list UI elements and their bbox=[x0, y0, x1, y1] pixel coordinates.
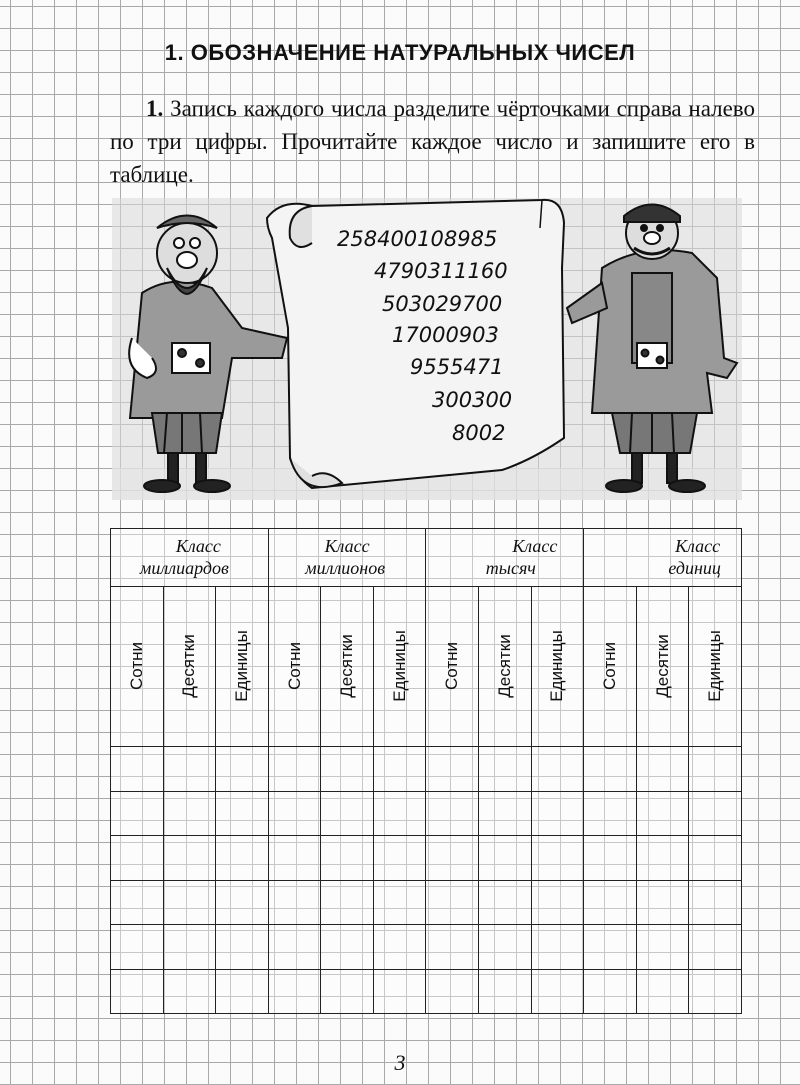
column-header: Единицы bbox=[373, 586, 426, 747]
table-cell[interactable] bbox=[689, 836, 742, 880]
table-cell[interactable] bbox=[636, 925, 689, 969]
column-header: Сотни bbox=[111, 586, 164, 747]
table-cell[interactable] bbox=[531, 747, 584, 791]
table-cell[interactable] bbox=[426, 925, 479, 969]
table-cell[interactable] bbox=[636, 791, 689, 835]
table-cell[interactable] bbox=[216, 747, 269, 791]
column-header: Единицы bbox=[689, 586, 742, 747]
table-cell[interactable] bbox=[321, 925, 374, 969]
table-cell[interactable] bbox=[531, 880, 584, 924]
table-cell[interactable] bbox=[321, 969, 374, 1013]
column-header: Десятки bbox=[636, 586, 689, 747]
table-cell[interactable] bbox=[636, 747, 689, 791]
table-cell[interactable] bbox=[426, 747, 479, 791]
page-number: 3 bbox=[394, 1050, 406, 1075]
class-millions-header: Класс миллионов bbox=[268, 529, 426, 587]
digits-table bbox=[110, 528, 742, 1014]
table-cell[interactable] bbox=[268, 791, 321, 835]
table-cell[interactable] bbox=[689, 969, 742, 1013]
task-number: 1. bbox=[146, 96, 164, 121]
table-cell[interactable] bbox=[163, 836, 216, 880]
table-cell[interactable] bbox=[426, 791, 479, 835]
scroll-number-6: 300300 bbox=[432, 388, 513, 412]
table-row bbox=[111, 747, 742, 791]
column-header: Сотни bbox=[584, 586, 637, 747]
table-cell[interactable] bbox=[531, 836, 584, 880]
table-cell[interactable] bbox=[216, 969, 269, 1013]
table-cell[interactable] bbox=[268, 747, 321, 791]
table-cell[interactable] bbox=[636, 836, 689, 880]
table-row bbox=[111, 969, 742, 1013]
class-thousands-header: Класс тысяч bbox=[426, 529, 584, 587]
scroll-number-4: 17000903 bbox=[392, 323, 499, 347]
column-header: Десятки bbox=[321, 586, 374, 747]
table-cell[interactable] bbox=[531, 925, 584, 969]
table-cell[interactable] bbox=[321, 836, 374, 880]
table-cell[interactable] bbox=[584, 836, 637, 880]
table-cell[interactable] bbox=[163, 969, 216, 1013]
scroll-number-5: 9555471 bbox=[410, 355, 504, 379]
table-cell[interactable] bbox=[373, 969, 426, 1013]
table-cell[interactable] bbox=[531, 969, 584, 1013]
table-cell[interactable] bbox=[163, 880, 216, 924]
class-units-header: Класс единиц bbox=[584, 529, 742, 587]
table-cell[interactable] bbox=[689, 747, 742, 791]
table-cell[interactable] bbox=[163, 925, 216, 969]
table-cell[interactable] bbox=[531, 791, 584, 835]
table-cell[interactable] bbox=[111, 925, 164, 969]
table-cell[interactable] bbox=[689, 925, 742, 969]
table-cell[interactable] bbox=[321, 880, 374, 924]
task-text bbox=[110, 92, 755, 191]
table-cell[interactable] bbox=[111, 836, 164, 880]
table-cell[interactable] bbox=[426, 880, 479, 924]
table-cell[interactable] bbox=[373, 880, 426, 924]
table-cell[interactable] bbox=[216, 925, 269, 969]
table-cell[interactable] bbox=[163, 747, 216, 791]
task-body: Запись каждого числа разделите чёрточками справа налево по три цифры. Прочитайте каждое число и запишите его в таблице. bbox=[110, 96, 756, 187]
column-header: Десятки bbox=[479, 586, 532, 747]
table-cell[interactable] bbox=[373, 747, 426, 791]
table-cell[interactable] bbox=[321, 791, 374, 835]
scroll-number-2: 4790311160 bbox=[374, 259, 508, 283]
scroll-number-1: 258400108985 bbox=[337, 227, 498, 251]
table-cell[interactable] bbox=[689, 791, 742, 835]
table-cell[interactable] bbox=[373, 925, 426, 969]
table-cell[interactable] bbox=[216, 836, 269, 880]
class-billions-header: Класс миллиардов bbox=[111, 529, 269, 587]
table-row bbox=[111, 791, 742, 835]
table-cell[interactable] bbox=[111, 747, 164, 791]
table-cell[interactable] bbox=[689, 880, 742, 924]
column-header: Сотни bbox=[268, 586, 321, 747]
table-cell[interactable] bbox=[373, 791, 426, 835]
table-cell[interactable] bbox=[479, 747, 532, 791]
scroll-number-7: 8002 bbox=[452, 421, 506, 445]
table-cell[interactable] bbox=[584, 747, 637, 791]
table-cell[interactable] bbox=[636, 969, 689, 1013]
illustration bbox=[112, 198, 742, 500]
table-cell[interactable] bbox=[321, 747, 374, 791]
table-cell[interactable] bbox=[111, 969, 164, 1013]
column-header: Десятки bbox=[163, 586, 216, 747]
table-cell[interactable] bbox=[584, 791, 637, 835]
table-row bbox=[111, 925, 742, 969]
table-cell[interactable] bbox=[111, 880, 164, 924]
table-cell[interactable] bbox=[268, 836, 321, 880]
table-cell[interactable] bbox=[479, 880, 532, 924]
column-header: Единицы bbox=[216, 586, 269, 747]
table-cell[interactable] bbox=[479, 969, 532, 1013]
table-cell[interactable] bbox=[479, 925, 532, 969]
table-row bbox=[111, 836, 742, 880]
table-cell[interactable] bbox=[111, 791, 164, 835]
table-cell[interactable] bbox=[268, 880, 321, 924]
table-cell[interactable] bbox=[268, 969, 321, 1013]
scroll-number-3: 503029700 bbox=[382, 292, 503, 316]
table-cell[interactable] bbox=[584, 880, 637, 924]
table-cell[interactable] bbox=[479, 836, 532, 880]
table-cell[interactable] bbox=[163, 791, 216, 835]
table-row bbox=[111, 880, 742, 924]
table-cell[interactable] bbox=[584, 969, 637, 1013]
table-cell[interactable] bbox=[584, 925, 637, 969]
table-cell[interactable] bbox=[426, 836, 479, 880]
table-cell[interactable] bbox=[426, 969, 479, 1013]
table-cell[interactable] bbox=[268, 925, 321, 969]
table-cell[interactable] bbox=[216, 791, 269, 835]
table-cell[interactable] bbox=[216, 880, 269, 924]
table-cell[interactable] bbox=[373, 836, 426, 880]
table-cell[interactable] bbox=[479, 791, 532, 835]
page-heading: 1. ОБОЗНАЧЕНИЕ НАТУРАЛЬНЫХ ЧИСЕЛ bbox=[164, 40, 636, 65]
answer-rows bbox=[111, 747, 742, 1014]
column-header: Единицы bbox=[531, 586, 584, 747]
column-header: Сотни bbox=[426, 586, 479, 747]
table-cell[interactable] bbox=[636, 880, 689, 924]
